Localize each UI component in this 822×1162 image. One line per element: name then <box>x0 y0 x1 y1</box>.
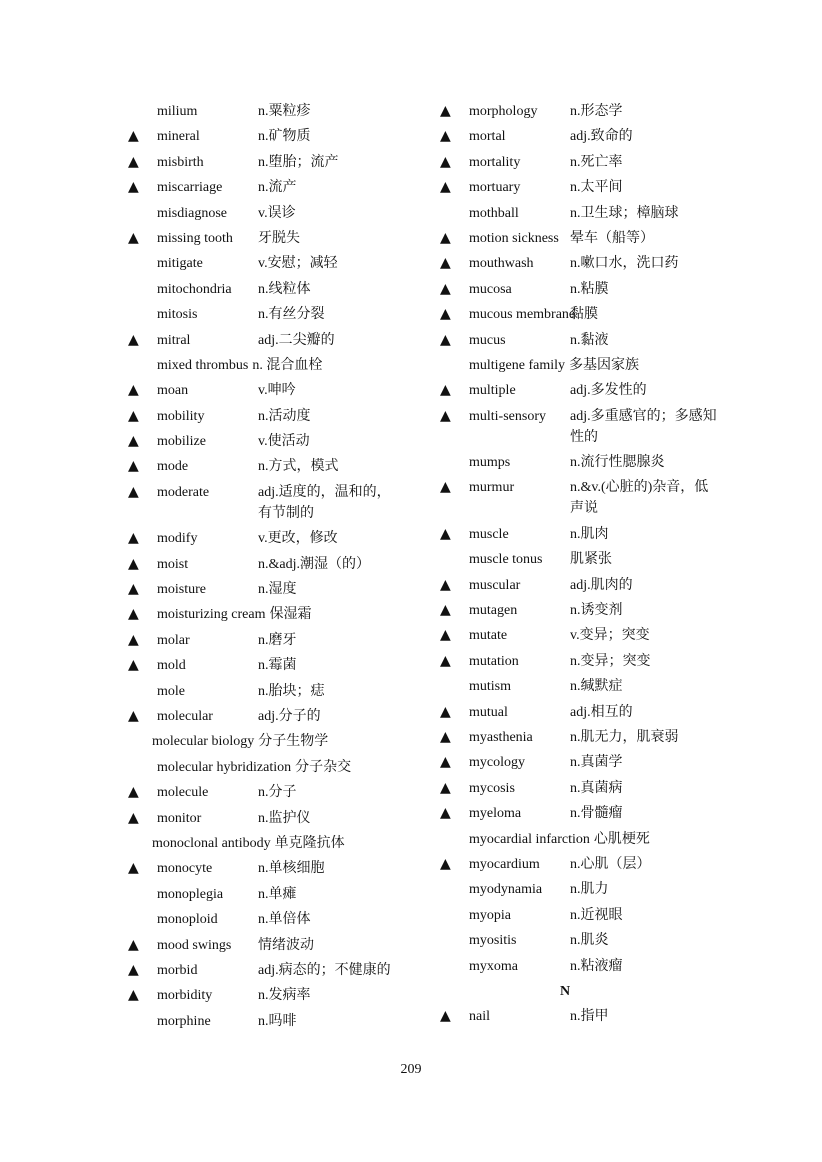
entry-term: mobilize <box>157 434 206 450</box>
glossary-entry <box>440 625 720 646</box>
triangle-marker-icon: ▲ <box>128 153 139 170</box>
glossary-entry <box>128 706 398 727</box>
glossary-entry <box>128 604 398 625</box>
triangle-marker-icon: ▲ <box>128 581 139 598</box>
glossary-entry <box>128 808 398 829</box>
entry-term: monoplegia <box>157 886 224 902</box>
entry-definition: n.流产 <box>258 180 297 196</box>
entry-term: moderate <box>157 484 210 500</box>
triangle-marker-icon: ▲ <box>440 576 451 593</box>
glossary-entry <box>440 406 720 448</box>
entry-definition: adj.多重感官的；多感知性的 <box>570 408 717 445</box>
entry-definition: n.骨髓瘤 <box>570 806 623 822</box>
entry-definition: v.更改，修改 <box>258 531 338 547</box>
triangle-marker-icon: ▲ <box>128 458 139 475</box>
triangle-marker-icon: ▲ <box>440 331 451 348</box>
entry-term: muscle tonus <box>469 552 543 568</box>
entry-definition: n.监护仪 <box>258 810 311 826</box>
triangle-marker-icon: ▲ <box>128 631 139 648</box>
glossary-entry <box>440 304 720 325</box>
triangle-marker-icon: ▲ <box>128 987 139 1004</box>
entry-definition: n.湿度 <box>258 582 297 598</box>
entry-term: misbirth <box>157 154 204 170</box>
entry-term: mutagen <box>469 603 518 619</box>
entry-definition: n.黏液 <box>570 332 609 348</box>
entry-term: miscarriage <box>157 180 223 196</box>
triangle-marker-icon: ▲ <box>128 483 139 500</box>
entry-definition: n.矿物质 <box>258 129 311 145</box>
entry-term: misdiagnose <box>157 205 227 221</box>
entry-term: mucus <box>469 332 506 348</box>
entry-term: mumps <box>469 455 511 471</box>
entry-definition: 晕车（船等） <box>570 230 654 246</box>
entry-term: mutism <box>469 679 512 695</box>
glossary-entry <box>440 956 720 977</box>
entry-definition: 分子生物学 <box>258 734 329 750</box>
entry-definition: v.呻吟 <box>258 383 296 399</box>
entry-term: mobility <box>157 408 205 424</box>
entry-definition: n.粟粒疹 <box>258 104 311 119</box>
triangle-marker-icon: ▲ <box>128 961 139 978</box>
entry-term: myositis <box>469 933 517 949</box>
triangle-marker-icon: ▲ <box>440 805 451 822</box>
entry-definition: n.活动度 <box>258 408 311 424</box>
glossary-entry <box>128 935 398 956</box>
entry-term: myxoma <box>469 958 518 974</box>
glossary-entry <box>440 203 720 224</box>
triangle-marker-icon: ▲ <box>128 128 139 145</box>
glossary-entry <box>440 477 720 519</box>
triangle-marker-icon: ▲ <box>128 407 139 424</box>
entry-term: mothball <box>469 205 519 221</box>
triangle-marker-icon: ▲ <box>128 860 139 877</box>
glossary-entry <box>440 549 720 570</box>
entry-term: myocardial infarction <box>469 831 590 847</box>
entry-definition: v.误诊 <box>258 205 296 221</box>
glossary-entry <box>128 228 398 249</box>
entry-definition: n.近视眼 <box>570 907 623 923</box>
triangle-marker-icon: ▲ <box>128 433 139 450</box>
entry-term: molecular <box>157 708 213 724</box>
entry-definition: n.磨牙 <box>258 632 297 648</box>
entry-term: moist <box>157 556 189 572</box>
entry-definition: 心肌梗死 <box>593 831 650 847</box>
glossary-entry <box>128 279 398 300</box>
entry-term: mixed thrombus <box>157 357 249 373</box>
glossary-entry <box>440 778 720 799</box>
glossary-entry <box>128 330 398 351</box>
entry-definition: n.单瘫 <box>258 886 297 902</box>
entry-definition: n.霉菌 <box>258 658 297 674</box>
triangle-marker-icon: ▲ <box>128 382 139 399</box>
triangle-marker-icon: ▲ <box>128 936 139 953</box>
entry-term: murmur <box>469 480 515 496</box>
entry-definition: n.线粒体 <box>258 281 311 297</box>
glossary-entry <box>440 355 720 376</box>
entry-definition: n.有丝分裂 <box>258 307 325 323</box>
entry-definition: n.&v.(心脏的)杂音，低声说 <box>570 480 709 517</box>
entry-definition: n.卫生球；樟脑球 <box>570 205 679 221</box>
section-letter: N <box>559 983 571 999</box>
entry-definition: adj.适度的，温和的，有节制的 <box>258 484 391 521</box>
entry-term: muscular <box>469 577 521 593</box>
entry-definition: 牙脱失 <box>258 230 300 246</box>
triangle-marker-icon: ▲ <box>440 754 451 771</box>
entry-definition: n.堕胎；流产 <box>258 154 339 170</box>
triangle-marker-icon: ▲ <box>128 530 139 547</box>
entry-term: mutual <box>469 704 508 720</box>
entry-term: myocardium <box>469 856 540 872</box>
triangle-marker-icon: ▲ <box>440 153 451 170</box>
glossary-entry <box>440 879 720 900</box>
glossary-entry <box>440 600 720 621</box>
glossary-entry <box>440 930 720 951</box>
glossary-entry <box>440 854 720 875</box>
entry-term: nail <box>469 1009 490 1025</box>
entry-definition: v.安慰；减轻 <box>258 256 338 272</box>
glossary-entry <box>440 452 720 473</box>
entry-term: moisturizing cream <box>157 607 266 623</box>
triangle-marker-icon: ▲ <box>128 229 139 246</box>
glossary-entry <box>128 757 398 778</box>
glossary-entry <box>440 905 720 926</box>
entry-term: mucosa <box>469 281 512 297</box>
glossary-entry <box>128 101 398 122</box>
entry-definition: adj.分子的 <box>258 708 321 724</box>
triangle-marker-icon: ▲ <box>440 652 451 669</box>
glossary-entry <box>128 355 398 376</box>
entry-definition: 黏膜 <box>570 307 598 323</box>
entry-definition: n.肌炎 <box>570 933 609 949</box>
entry-definition: n.粘膜 <box>570 281 609 297</box>
entry-term: molar <box>157 632 190 648</box>
triangle-marker-icon: ▲ <box>128 555 139 572</box>
entry-term: mineral <box>157 129 200 145</box>
glossary-entry <box>128 960 398 981</box>
glossary-entry <box>128 630 398 651</box>
glossary-entry <box>440 177 720 198</box>
entry-definition: v.变异；突变 <box>570 628 650 644</box>
glossary-entry <box>128 554 398 575</box>
entry-definition: n.变异；突变 <box>570 653 651 669</box>
entry-term: moan <box>157 383 189 399</box>
entry-definition: n.缄默症 <box>570 679 623 695</box>
entry-definition: n.方式，模式 <box>258 459 339 475</box>
entry-term: mold <box>157 658 186 674</box>
glossary-entry <box>128 1011 398 1032</box>
entry-definition: n.形态学 <box>570 104 623 119</box>
entry-term: muscle <box>469 526 509 542</box>
entry-term: myeloma <box>469 806 522 822</box>
glossary-entry <box>128 884 398 905</box>
entry-term: molecular hybridization <box>157 759 292 775</box>
glossary-entry <box>128 152 398 173</box>
entry-term: moisture <box>157 582 206 598</box>
glossary-entry <box>128 909 398 930</box>
entry-definition: n.发病率 <box>258 988 311 1004</box>
entry-definition: adj.病态的；不健康的 <box>258 962 391 978</box>
entry-definition: n.粘液瘤 <box>570 958 623 974</box>
entry-term: molecule <box>157 785 209 801</box>
glossary-entry <box>128 253 398 274</box>
entry-term: mitosis <box>157 307 198 323</box>
triangle-marker-icon: ▲ <box>128 809 139 826</box>
triangle-marker-icon: ▲ <box>440 306 451 323</box>
glossary-entry <box>128 304 398 325</box>
entry-definition: adj.多发性的 <box>570 383 647 399</box>
triangle-marker-icon: ▲ <box>440 627 451 644</box>
entry-definition: n.肌无力，肌衰弱 <box>570 729 679 745</box>
glossary-entry <box>128 731 398 752</box>
triangle-marker-icon: ▲ <box>128 179 139 196</box>
triangle-marker-icon: ▲ <box>440 280 451 297</box>
entry-term: mole <box>157 683 185 699</box>
entry-definition: n.心肌（层） <box>570 856 651 872</box>
triangle-marker-icon: ▲ <box>440 382 451 399</box>
entry-term: monoploid <box>157 912 218 928</box>
glossary-entry <box>440 676 720 697</box>
triangle-marker-icon: ▲ <box>440 1008 451 1025</box>
entry-term: morbid <box>157 962 198 978</box>
entry-term: mitral <box>157 332 191 348</box>
entry-definition: n.&adj.潮湿（的） <box>258 556 370 572</box>
triangle-marker-icon: ▲ <box>128 784 139 801</box>
entry-definition: 分子杂交 <box>295 759 352 775</box>
entry-term: mutate <box>469 628 508 644</box>
entry-definition: n.流行性腮腺炎 <box>570 455 665 471</box>
glossary-entry <box>440 752 720 773</box>
entry-term: mucous membrane <box>469 307 576 323</box>
entry-term: mutation <box>469 653 519 669</box>
triangle-marker-icon: ▲ <box>440 407 451 424</box>
glossary-entry <box>440 279 720 300</box>
glossary-entry <box>128 177 398 198</box>
glossary-entry <box>128 655 398 676</box>
entry-definition: n.肌肉 <box>570 526 609 542</box>
glossary-entry <box>440 101 720 122</box>
glossary-entry <box>440 152 720 173</box>
triangle-marker-icon: ▲ <box>440 855 451 872</box>
triangle-marker-icon: ▲ <box>128 707 139 724</box>
glossary-entry <box>128 126 398 147</box>
entry-definition: 多基因家族 <box>569 357 640 373</box>
glossary-entry <box>128 456 398 477</box>
entry-definition: n.指甲 <box>570 1009 609 1025</box>
entry-term: morphine <box>157 1013 211 1029</box>
entry-definition: n.嗽口水，洗口药 <box>570 256 679 272</box>
entry-term: monocyte <box>157 861 213 877</box>
entry-term: multiple <box>469 383 516 399</box>
glossary-entry <box>128 406 398 427</box>
entry-definition: adj.肌肉的 <box>570 577 633 593</box>
entry-definition: adj.致命的 <box>570 129 633 145</box>
glossary-entry <box>440 651 720 672</box>
entry-definition: n.单倍体 <box>258 912 311 928</box>
glossary-entry <box>440 380 720 401</box>
glossary-entry <box>128 833 398 854</box>
glossary-entry <box>440 575 720 596</box>
entry-definition: n.肌力 <box>570 882 609 898</box>
entry-term: molecular biology <box>152 734 255 750</box>
entry-definition: n.分子 <box>258 785 297 801</box>
glossary-entry <box>440 1006 720 1027</box>
glossary-entry <box>128 985 398 1006</box>
entry-definition: 肌紧张 <box>570 552 612 568</box>
entry-term: mortuary <box>469 180 521 196</box>
entry-term: mitochondria <box>157 281 232 297</box>
glossary-entry <box>128 782 398 803</box>
entry-definition: n.吗啡 <box>258 1013 297 1029</box>
triangle-marker-icon: ▲ <box>440 728 451 745</box>
entry-definition: n.真菌病 <box>570 780 623 796</box>
glossary-entry <box>128 858 398 879</box>
entry-definition: n.单核细胞 <box>258 861 325 877</box>
entry-term: multi-sensory <box>469 408 546 424</box>
triangle-marker-icon: ▲ <box>440 525 451 542</box>
triangle-marker-icon: ▲ <box>440 602 451 619</box>
entry-term: mode <box>157 459 189 475</box>
entry-definition: n.死亡率 <box>570 154 623 170</box>
entry-definition: n.太平间 <box>570 180 623 196</box>
glossary-entry <box>128 203 398 224</box>
triangle-marker-icon: ▲ <box>440 703 451 720</box>
entry-term: mortal <box>469 129 506 145</box>
triangle-marker-icon: ▲ <box>440 479 451 496</box>
entry-definition: n.真菌学 <box>570 755 623 771</box>
glossary-entry <box>440 803 720 824</box>
entry-term: missing tooth <box>157 230 233 246</box>
entry-term: mood swings <box>157 937 232 953</box>
right-column <box>440 101 720 1032</box>
glossary-entry <box>128 579 398 600</box>
entry-term: multigene family <box>469 357 566 373</box>
triangle-marker-icon: ▲ <box>128 657 139 674</box>
triangle-marker-icon: ▲ <box>440 103 451 119</box>
glossary-entry <box>440 702 720 723</box>
glossary-entry <box>128 380 398 401</box>
left-column <box>128 101 398 1036</box>
entry-term: milium <box>157 104 198 119</box>
glossary-entry <box>440 829 720 850</box>
glossary-entry <box>128 528 398 549</box>
entry-definition: 情绪波动 <box>258 937 314 953</box>
glossary-entry <box>440 126 720 147</box>
entry-term: monitor <box>157 810 202 826</box>
entry-term: motion sickness <box>469 230 559 246</box>
triangle-marker-icon: ▲ <box>440 128 451 145</box>
entry-term: mortality <box>469 154 521 170</box>
glossary-entry <box>128 681 398 702</box>
glossary-entry <box>440 228 720 249</box>
entry-term: mitigate <box>157 256 203 272</box>
entry-term: morbidity <box>157 988 213 1004</box>
entry-term: monoclonal antibody <box>152 835 271 851</box>
triangle-marker-icon: ▲ <box>128 331 139 348</box>
glossary-entry <box>440 524 720 545</box>
glossary-entry <box>128 482 398 524</box>
entry-term: modify <box>157 531 198 547</box>
triangle-marker-icon: ▲ <box>440 255 451 272</box>
entry-definition: n. 混合血栓 <box>252 357 323 373</box>
entry-term: myodynamia <box>469 882 543 898</box>
entry-definition: 保湿霜 <box>269 607 312 623</box>
entry-term: mycology <box>469 755 525 771</box>
glossary-entry <box>440 727 720 748</box>
entry-term: mycosis <box>469 780 515 796</box>
entry-definition: 单克隆抗体 <box>274 835 345 851</box>
triangle-marker-icon: ▲ <box>440 179 451 196</box>
glossary-entry <box>440 253 720 274</box>
entry-term: myasthenia <box>469 729 533 745</box>
triangle-marker-icon: ▲ <box>440 229 451 246</box>
entry-definition: adj.相互的 <box>570 704 633 720</box>
entry-term: morphology <box>469 104 538 119</box>
glossary-entry <box>128 431 398 452</box>
entry-definition: adj.二尖瓣的 <box>258 332 335 348</box>
page-number: 209 <box>400 1062 422 1077</box>
glossary-entry <box>440 330 720 351</box>
triangle-marker-icon: ▲ <box>128 606 139 623</box>
entry-definition: n.诱变剂 <box>570 603 623 619</box>
triangle-marker-icon: ▲ <box>440 779 451 796</box>
entry-term: myopia <box>469 907 511 923</box>
entry-definition: n.胎块；痣 <box>258 683 325 699</box>
entry-definition: v.使活动 <box>258 434 310 450</box>
entry-term: mouthwash <box>469 256 534 272</box>
